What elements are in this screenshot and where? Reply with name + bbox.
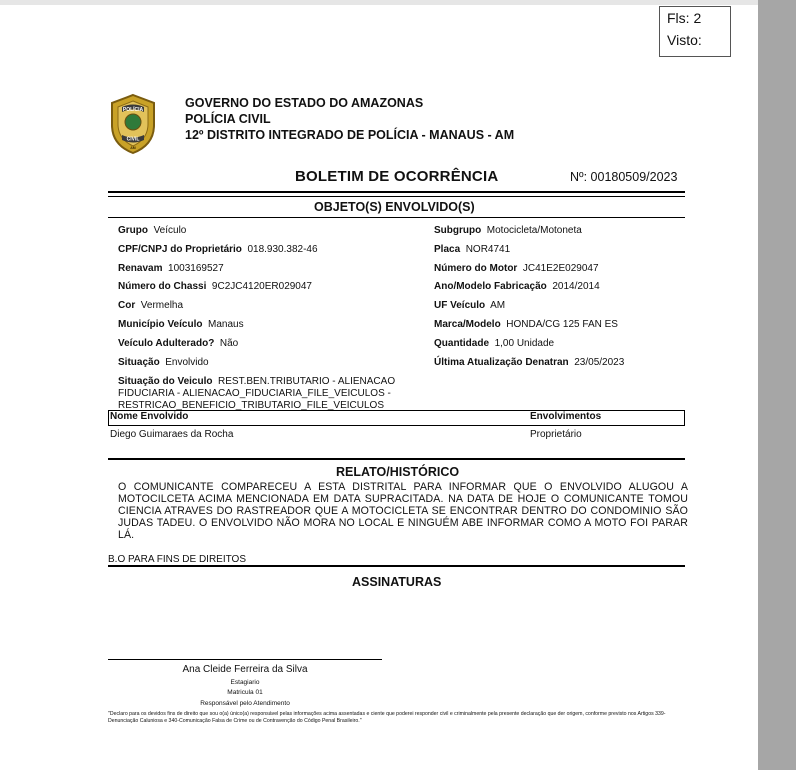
badge-small-text: AM <box>130 146 136 150</box>
document-number: Nº: 00180509/2023 <box>570 170 678 184</box>
fls-value: 2 <box>693 10 702 26</box>
signer-cargo: Estagiario <box>230 679 260 686</box>
badge-top-text: POLÍCIA <box>122 107 144 113</box>
field-situacao-veiculo: Situação do Veiculo REST.BEN.TRIBUTARIO - ALIENACAO <box>118 376 396 387</box>
header-line-2: POLÍCIA CIVIL <box>185 112 271 126</box>
field-ano-modelo: Ano/Modelo Fabricação 2014/2014 <box>434 281 600 292</box>
fls-label: Fls: <box>667 10 690 26</box>
situacao-veiculo-line-3: RESTRICAO_BENEFICIO_TRIBUTARIO_FILE_VEICULOS <box>118 400 384 410</box>
visto-label: Visto: <box>667 32 702 48</box>
field-cor: Cor Vermelha <box>118 300 184 311</box>
field-quantidade: Quantidade 1,00 Unidade <box>434 338 555 349</box>
signer-responsavel: Responsável pelo Atendimento <box>200 700 290 707</box>
assinaturas-section-title: ASSINATURAS <box>352 575 442 589</box>
relato-text: O COMUNICANTE COMPARECEU A ESTA DISTRITAL PARA INFORMAR QUE O ENVOLVIDO ALUGOU A MOTOCILCETA ACIMA MENCIONADA EM DATA SUPRACITADA. NA DATA DE HOJE O COMUNICANTE TOMOU CIENCIA ATRAVES DO RASTREADOR QUE A MOTOCICLETA SE ENCONTRAR DENTRO DO CONDOMINIO SÃO JUDAS TADEU. O ENVOLVIDO NÃO MORA NO LOCAL E NINGUÉM ABE INFORMAR COMO A MOTO FOI PARAR LÁ. <box>118 481 688 541</box>
field-subgrupo: Subgrupo Motocicleta/Motoneta <box>434 225 582 236</box>
envolvido-name: Diego Guimaraes da Rocha <box>110 429 234 440</box>
objects-section-title: OBJETO(S) ENVOLVIDO(S) <box>314 200 475 214</box>
field-grupo: Grupo Veículo <box>118 225 187 236</box>
divider <box>108 217 685 218</box>
header-line-3: 12º DISTRITO INTEGRADO DE POLÍCIA - MANAUS - AM <box>185 128 515 142</box>
field-renavam: Renavam 1003169527 <box>118 263 224 274</box>
field-uf: UF Veículo AM <box>434 300 506 311</box>
col-nome-envolvido: Nome Envolvido <box>110 411 189 422</box>
badge-bottom-text: CIVIL <box>126 136 140 143</box>
field-motor: Número do Motor JC41E2E029047 <box>434 263 599 274</box>
field-municipio: Município Veículo Manaus <box>118 319 244 330</box>
field-chassi: Número do Chassi 9C2JC4120ER029047 <box>118 281 312 292</box>
document-title: BOLETIM DE OCORRÊNCIA <box>295 168 499 185</box>
fins-text: B.O PARA FINS DE DIREITOS <box>108 554 246 565</box>
col-envolvimentos: Envolvimentos <box>530 411 602 422</box>
signer-matricula: Matricula 01 <box>227 689 263 696</box>
divider <box>108 191 685 193</box>
field-adulterado: Veículo Adulterado? Não <box>118 338 239 349</box>
field-denatran: Última Atualização Denatran 23/05/2023 <box>434 357 625 368</box>
viewer-background <box>758 0 796 770</box>
page-top-border <box>0 0 758 5</box>
declaration-text: "Declaro para os devidos fins de direito que sou o(a) único(a) responsável pelas informações acima assentadas e ciente que poderei responder civil e criminalmente pela presente declaração que der origem, conforme previsto nos Artigos 339-Denunciação Caluniosa e 340-Comunicação Falsa de Crime ou de Contravenção do Código Penal Brasileiro." <box>108 711 666 724</box>
divider <box>108 565 685 567</box>
signer-name: Ana Cleide Ferreira da Silva <box>182 664 308 675</box>
policia-civil-badge-icon <box>108 93 158 155</box>
divider <box>108 458 685 460</box>
header-line-1: GOVERNO DO ESTADO DO AMAZONAS <box>185 96 424 110</box>
field-situacao: Situação Envolvido <box>118 357 209 368</box>
field-cpf-proprietario: CPF/CNPJ do Proprietário 018.930.382-46 <box>118 244 318 255</box>
field-placa: Placa NOR4741 <box>434 244 511 255</box>
page-stamp <box>659 6 731 57</box>
relato-section-title: RELATO/HISTÓRICO <box>336 465 460 479</box>
situacao-veiculo-line-2: FIDUCIARIA - ALIENACAO_FIDUCIARIA_FILE_VEICULOS - <box>118 388 391 399</box>
field-marca-modelo: Marca/Modelo HONDA/CG 125 FAN ES <box>434 319 618 330</box>
institution-header <box>185 95 514 143</box>
divider <box>108 196 685 197</box>
signature-line <box>108 659 382 660</box>
envolvido-role: Proprietário <box>530 429 582 440</box>
